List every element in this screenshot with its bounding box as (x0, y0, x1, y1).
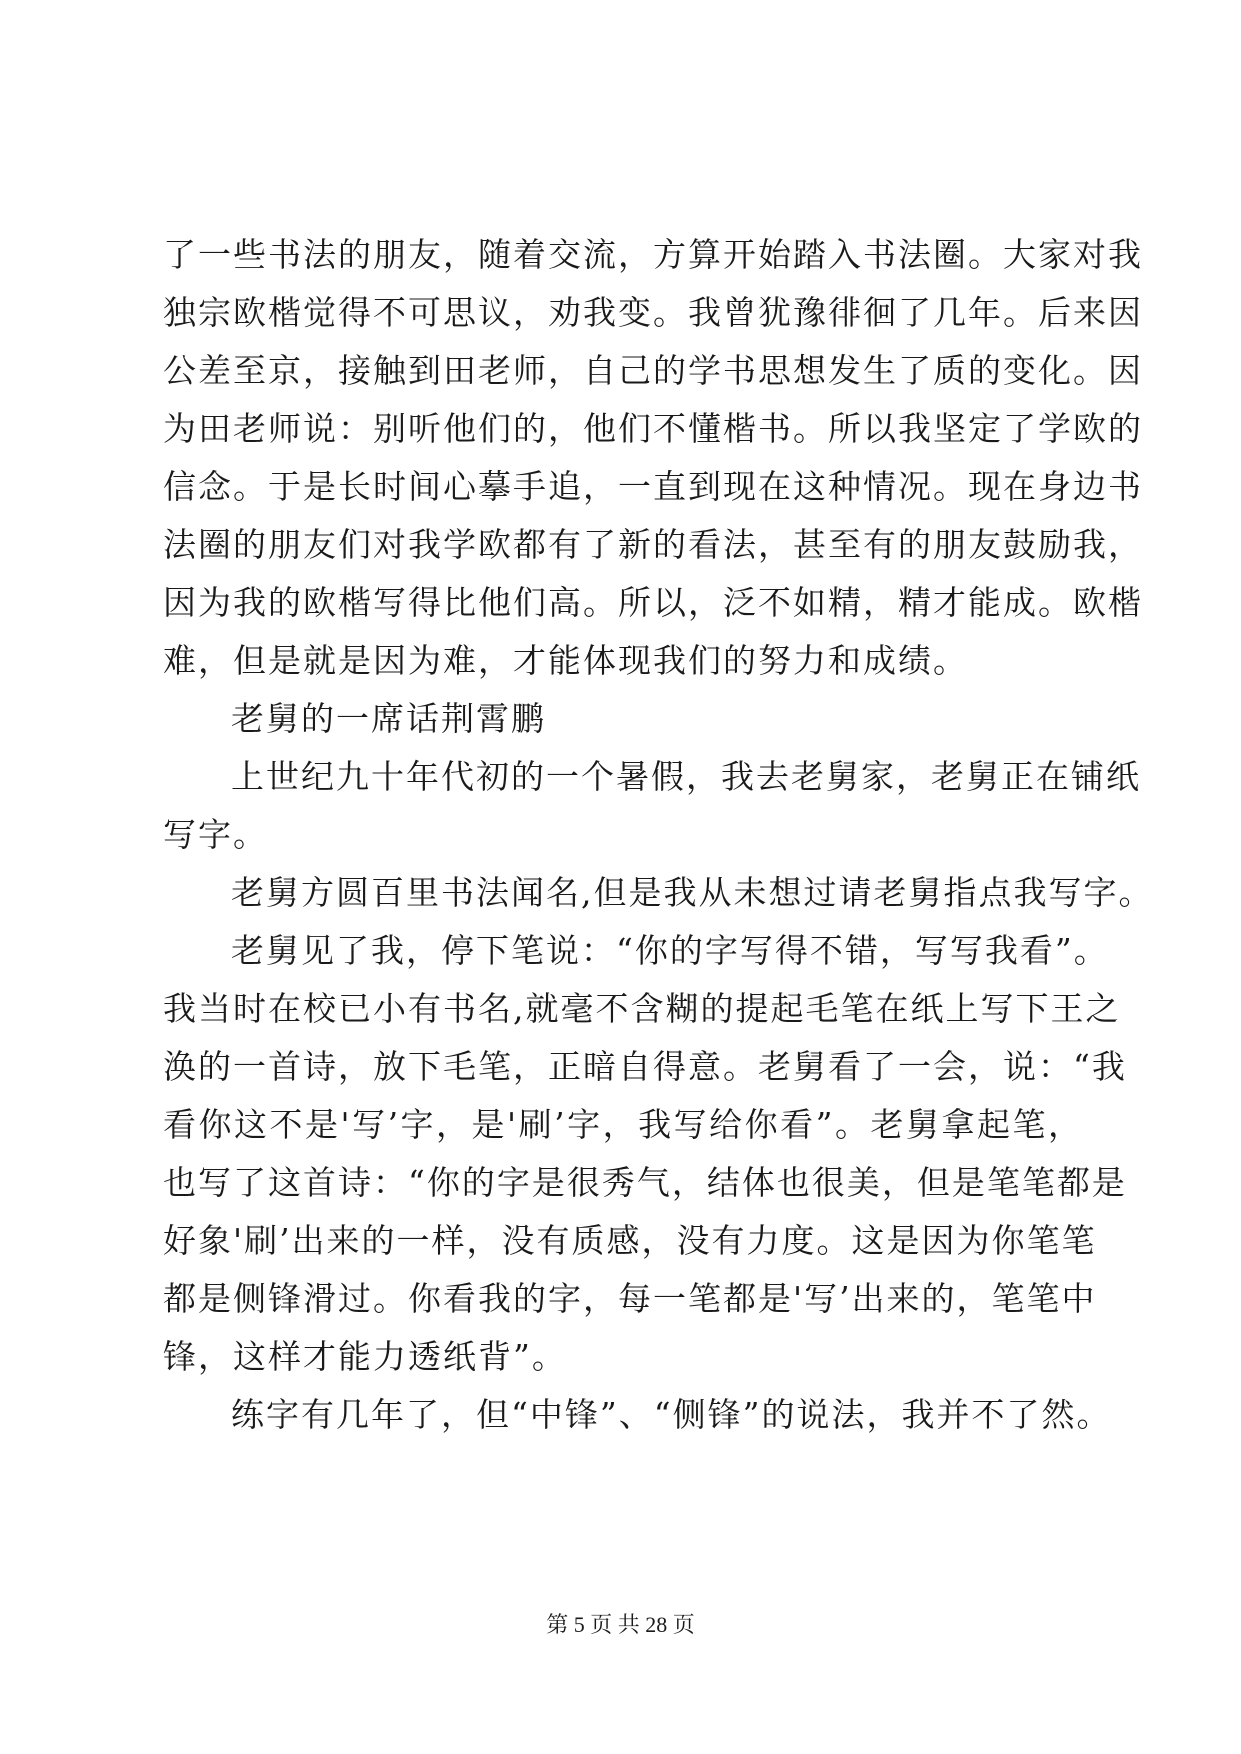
paragraph-line: 因为我的欧楷写得比他们高。所以，泛不如精，精才能成。欧楷 (163, 583, 1143, 622)
paragraph-line: 锋，这样才能力透纸背”。 (163, 1337, 567, 1376)
paragraph-line: 难，但是就是因为难，才能体现我们的努力和成绩。 (163, 641, 968, 680)
paragraph-line: 为田老师说：别听他们的，他们不懂楷书。所以我坚定了学欧的 (163, 409, 1143, 448)
paragraph-line: 练字有几年了，但“中锋”、“侧锋”的说法，我并不了然。 (231, 1395, 1112, 1434)
paragraph-line: 看你这不是'写’字，是'刷’字，我写给你看”。老舅拿起笔， (163, 1105, 1083, 1144)
paragraph-line: 老舅见了我，停下笔说：“你的字写得不错，写写我看”。 (231, 931, 1109, 970)
paragraph-line: 独宗欧楷觉得不可思议，劝我变。我曾犹豫徘徊了几年。后来因 (163, 293, 1143, 332)
paragraph-line: 写字。 (163, 815, 268, 854)
paragraph-line: 老舅方圆百里书法闻名,但是我从未想过请老舅指点我写字。 (231, 873, 1154, 912)
paragraph-line: 都是侧锋滑过。你看我的字，每一笔都是'写’出来的，笔笔中 (163, 1279, 1097, 1318)
paragraph-line: 也写了这首诗：“你的字是很秀气，结体也很美，但是笔笔都是 (163, 1163, 1127, 1202)
paragraph-line: 涣的一首诗，放下毛笔，正暗自得意。老舅看了一会，说：“我 (163, 1047, 1127, 1086)
paragraph-line: 了一些书法的朋友，随着交流，方算开始踏入书法圈。大家对我 (163, 235, 1143, 274)
paragraph-line: 好象'刷’出来的一样，没有质感，没有力度。这是因为你笔笔 (163, 1221, 1097, 1260)
paragraph-line: 我当时在校已小有书名,就毫不含糊的提起毛笔在纸上写下王之 (163, 989, 1121, 1028)
section-heading: 老舅的一席话荆霄鹏 (231, 699, 546, 738)
page-number-footer: 第 5 页 共 28 页 (546, 1612, 695, 1637)
paragraph-line: 法圈的朋友们对我学欧都有了新的看法，甚至有的朋友鼓励我， (163, 525, 1143, 564)
paragraph-line: 上世纪九十年代初的一个暑假，我去老舅家，老舅正在铺纸 (231, 757, 1141, 796)
paragraph-line: 公差至京，接触到田老师，自己的学书思想发生了质的变化。因 (163, 351, 1143, 390)
paragraph-line: 信念。于是长时间心摹手追，一直到现在这种情况。现在身边书 (163, 467, 1143, 506)
document-body (163, 226, 1154, 1444)
